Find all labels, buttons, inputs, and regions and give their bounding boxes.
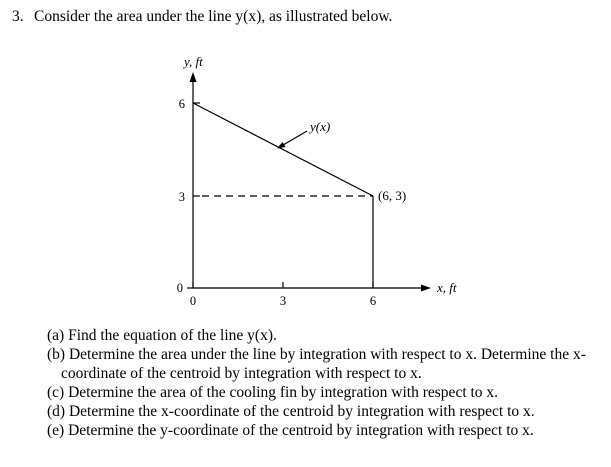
x-axis-arrow-icon [421,285,431,292]
sloped-line [193,103,373,196]
part-a [47,326,603,345]
curve-label-arrow [278,131,307,148]
part-text: Determine the y-coordinate of the centroid by integration with respect to x. [68,422,534,439]
part-label: (c) [47,384,65,401]
part-text: Determine the area under the line by integration with respect to x. Determine the x-coordinate of the centroid by integration with respect to x. [61,346,586,382]
problem-number: 3. [12,8,24,25]
y-tick-label-6: 6 [178,97,185,111]
question-parts [47,326,603,440]
x-tick-label-6: 6 [369,294,377,308]
x-tick-label-0: 0 [189,294,197,308]
part-text: Determine the x-coordinate of the centroid by integration with respect to x. [68,403,535,420]
y-tick-label-0: 0 [176,281,183,295]
x-axis-label: x, ft [437,280,457,295]
part-label: (b) [47,346,66,363]
curve-label: y(x) [310,119,331,134]
point-label: (6, 3) [378,188,407,203]
part-label: (a) [47,327,65,344]
y-tick-label-3: 3 [178,190,185,204]
part-b [47,345,603,383]
x-tick-label-3: 3 [279,294,287,308]
y-axis-label: y, ft [184,54,203,69]
part-label: (d) [47,403,66,420]
problem-statement: Consider the area under the line y(x), as illustrated below. [34,8,393,25]
part-e [47,421,603,440]
part-label: (e) [47,422,65,439]
y-axis-arrow-icon [190,72,197,82]
part-d [47,402,603,421]
part-text: Find the equation of the line y(x). [68,327,277,344]
part-text: Determine the area of the cooling fin by integration with respect to x. [68,384,499,401]
part-c [47,383,603,402]
